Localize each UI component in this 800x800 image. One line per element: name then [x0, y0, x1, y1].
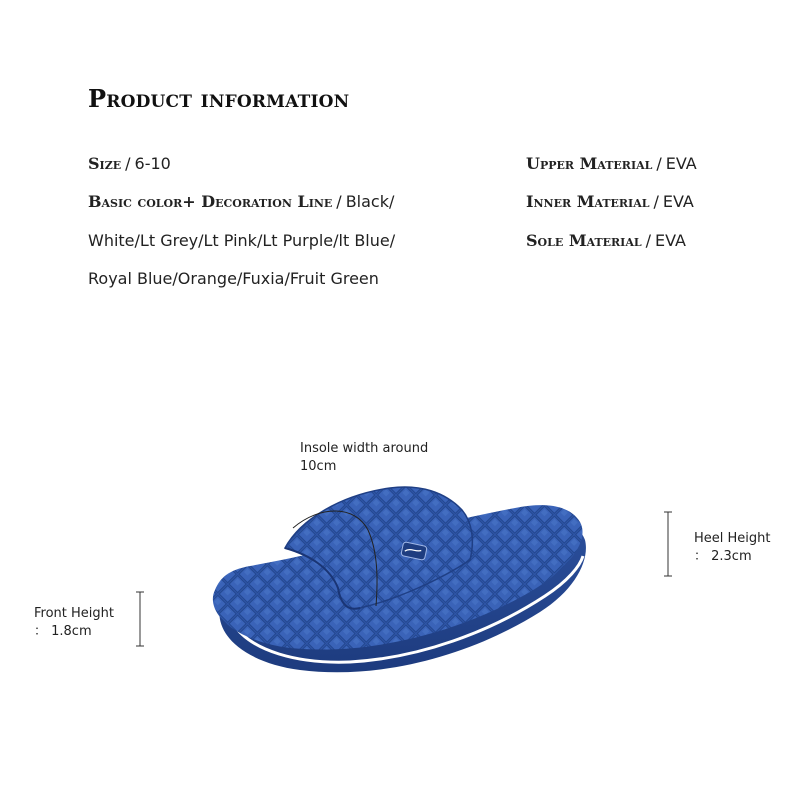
size-value: 6-10	[134, 154, 171, 173]
insole-width-label: Insole width around	[300, 441, 429, 456]
heel-height-bracket	[664, 512, 672, 576]
front-height-label: Front Height	[34, 606, 114, 621]
size-spec: Size / 6-10	[88, 154, 171, 173]
color-spec: Basic color+ Decoration Line / Black/	[88, 192, 395, 211]
sole-material-label: Sole Material	[526, 231, 642, 250]
heel-height-label: Heel Height	[694, 531, 771, 546]
inner-material-label: Inner Material	[526, 192, 650, 211]
front-height-bracket	[136, 592, 144, 646]
sole-material-spec: Sole Material / EVA	[526, 231, 686, 250]
inner-material-spec: Inner Material / EVA	[526, 192, 694, 211]
color-value-line2: White/Lt Grey/Lt Pink/Lt Purple/lt Blue/	[88, 231, 396, 250]
product-information-title: Product information	[88, 84, 350, 113]
color-label: Basic color+ Decoration Line	[88, 192, 333, 211]
heel-height-value: ： 2.3cm	[694, 549, 752, 564]
front-height-value: ： 1.8cm	[34, 624, 92, 639]
sole-material-value: EVA	[655, 231, 686, 250]
color-value-line1: Black/	[345, 192, 395, 211]
upper-material-label: Upper Material	[526, 154, 653, 173]
upper-material-value: EVA	[665, 154, 697, 173]
inner-material-value: EVA	[662, 192, 694, 211]
size-label: Size	[88, 154, 122, 173]
insole-width-value: 10cm	[300, 459, 337, 474]
upper-material-spec: Upper Material / EVA	[526, 154, 697, 173]
color-value-line3: Royal Blue/Orange/Fuxia/Fruit Green	[88, 269, 379, 288]
